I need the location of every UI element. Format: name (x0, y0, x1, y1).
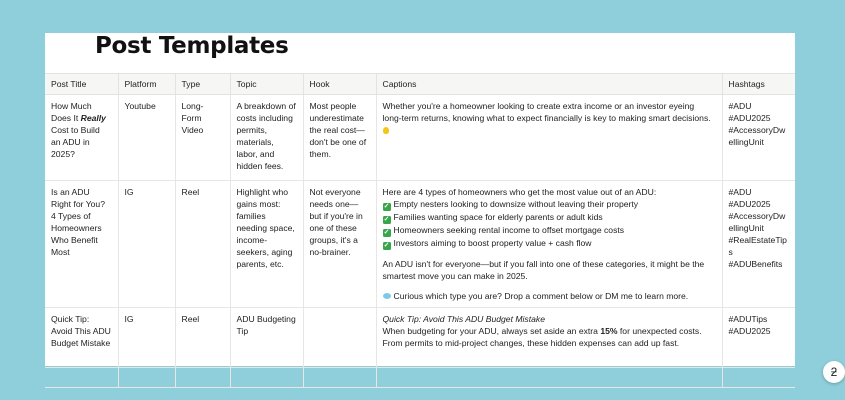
cell-platform[interactable]: Youtube (118, 95, 175, 181)
hashtag: #ADU2025 (728, 113, 771, 123)
cell-empty[interactable] (376, 368, 722, 388)
check-item-text: Families wanting space for elderly parents or adult kids (393, 212, 603, 222)
cell-type[interactable]: Reel (175, 181, 230, 308)
cell-post-title[interactable]: Quick Tip: Avoid This ADU Budget Mistake (45, 308, 118, 368)
hashtag: #AccessoryDwellingUnit (728, 125, 786, 147)
column-header-hook[interactable]: Hook (303, 74, 376, 95)
caption-cta-text: Curious which type you are? Drop a comment below or DM me to learn more. (393, 291, 689, 301)
column-header-captions[interactable]: Captions (376, 74, 722, 95)
ai-assistant-button[interactable] (823, 361, 845, 383)
speech-bubble-icon (383, 293, 391, 299)
cell-hashtags[interactable] (722, 308, 795, 368)
hashtag: #ADUTips (728, 314, 768, 324)
cell-empty[interactable] (303, 368, 376, 388)
column-header-hashtags[interactable]: Hashtags (722, 74, 795, 95)
caption-intro: Here are 4 types of homeowners who get the most value out of an ADU: (382, 187, 657, 197)
checkmark-icon: ✓ (383, 216, 390, 223)
checkmark-icon: ✓ (383, 229, 390, 236)
cell-type[interactable]: Reel (175, 308, 230, 368)
cell-type[interactable]: Long-Form Video (175, 95, 230, 181)
hashtag: #ADU (728, 101, 752, 111)
caption-check-item (383, 211, 716, 224)
caption-paragraph: An ADU isn't for everyone—but if you fall into one of these categories, it might be the smartest move you can make in 2025. (382, 259, 705, 281)
column-header-post-title[interactable]: Post Title (45, 74, 118, 95)
ai-assistant-icon: ƻ (830, 365, 838, 379)
column-header-type[interactable]: Type (175, 74, 230, 95)
caption-cta (383, 290, 716, 302)
cell-empty[interactable] (45, 368, 118, 388)
cell-captions[interactable] (376, 308, 722, 368)
cell-empty[interactable] (118, 368, 175, 388)
table-row-empty (45, 368, 795, 388)
check-item-text: Homeowners seeking rental income to offset mortgage costs (393, 225, 625, 235)
hashtag: #RealEstateTips (728, 235, 787, 257)
check-item-text: Investors aiming to boost property value + cash flow (393, 238, 592, 248)
title-text-end: Cost to Build an ADU in 2025? (51, 125, 100, 159)
caption-check-item (383, 224, 716, 237)
cell-post-title[interactable] (45, 95, 118, 181)
caption-text-end: for unexpected costs. From permits to mid-project changes, these hidden expenses can add up fast. (382, 326, 702, 348)
cell-platform[interactable]: IG (118, 181, 175, 308)
cell-topic[interactable]: Highlight who gains most: families needing space, income-seekers, aging parents, etc. (230, 181, 303, 308)
cell-post-title[interactable]: Is an ADU Right for You? 4 Types of Homeowners Who Benefit Most (45, 181, 118, 308)
caption-heading: Quick Tip: Avoid This ADU Budget Mistake (382, 314, 545, 324)
cell-topic[interactable]: A breakdown of costs including permits, materials, labor, and hidden fees. (230, 95, 303, 181)
cell-hashtags[interactable] (722, 95, 795, 181)
table-row (45, 181, 795, 308)
caption-text: When budgeting for your ADU, always set aside an extra (382, 326, 601, 336)
caption-text: Whether you're a homeowner looking to create extra income or an investor eyeing long-term returns, knowing what to expect financially is key to making smart decisions. (382, 101, 711, 123)
column-header-topic[interactable]: Topic (230, 74, 303, 95)
table-row (45, 95, 795, 181)
cell-hook[interactable]: Not everyone needs one—but if you're in one of these groups, it's a no-brainer. (303, 181, 376, 308)
caption-check-item (383, 237, 716, 250)
hashtag: #ADU2025 (728, 326, 771, 336)
hashtag: #ADU2025 (728, 199, 771, 209)
cell-empty[interactable] (722, 368, 795, 388)
cell-hashtags[interactable] (722, 181, 795, 308)
cell-empty[interactable] (175, 368, 230, 388)
cell-platform[interactable]: IG (118, 308, 175, 368)
title-text: How Much Does It (51, 101, 92, 123)
header-row (45, 74, 795, 95)
hashtag: #AccessoryDwellingUnit (728, 211, 786, 233)
post-templates-table (45, 73, 795, 388)
check-item-text: Empty nesters looking to downsize without leaving their property (393, 199, 639, 209)
hashtag: #ADUBenefits (728, 259, 783, 269)
title-emphasis: Really (80, 113, 106, 123)
cell-captions[interactable] (376, 181, 722, 308)
cell-hook[interactable]: Most people underestimate the real cost—don't be one of them. (303, 95, 376, 181)
checkmark-icon: ✓ (383, 242, 390, 249)
cell-hook[interactable] (303, 308, 376, 368)
page-title: Post Templates (95, 33, 289, 59)
page-card (45, 33, 838, 379)
hashtag: #ADU (728, 187, 752, 197)
caption-highlight: 15% (600, 326, 618, 336)
cell-topic[interactable]: ADU Budgeting Tip (230, 308, 303, 368)
column-header-platform[interactable]: Platform (118, 74, 175, 95)
lightbulb-icon (383, 127, 389, 134)
table-row (45, 308, 795, 368)
cell-empty[interactable] (230, 368, 303, 388)
cell-captions[interactable] (376, 95, 722, 181)
caption-check-item (383, 198, 716, 211)
checkmark-icon: ✓ (383, 203, 390, 210)
